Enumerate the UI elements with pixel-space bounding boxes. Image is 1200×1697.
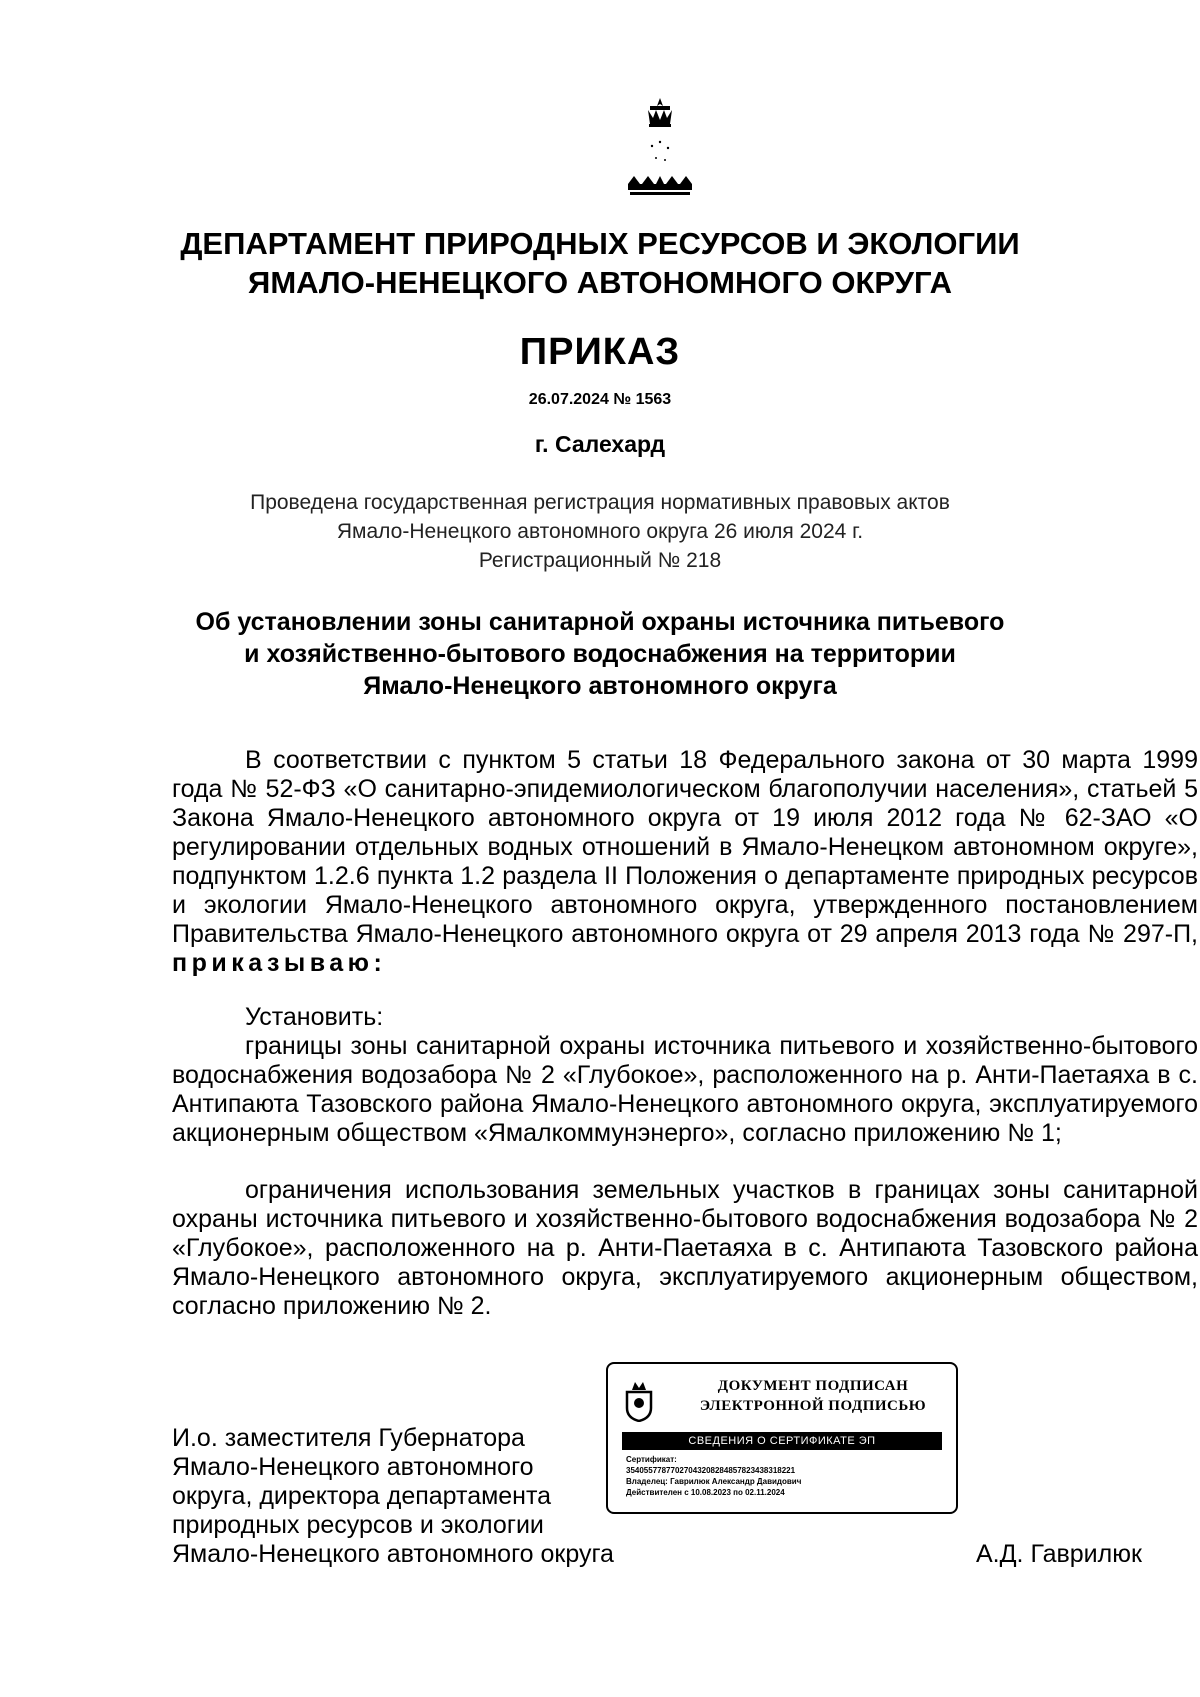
document-type: ПРИКАЗ — [519, 331, 681, 373]
order-title-line2: и хозяйственно-бытового водоснабжения на территории — [244, 640, 956, 668]
department-name-line1: ДЕПАРТАМЕНТ ПРИРОДНЫХ РЕСУРСОВ И ЭКОЛОГИИ — [180, 226, 1020, 261]
signatory-position-line: Ямало-Ненецкого автономного округа — [172, 1540, 614, 1568]
signatory-position — [172, 1424, 614, 1569]
cert-validity: Действителен с 10.08.2023 по 02.11.2024 — [626, 1488, 785, 1497]
department-name-line2: ЯМАЛО-НЕНЕЦКОГО АВТОНОМНОГО ОКРУГА — [248, 265, 952, 300]
stamp-certificate-bar: СВЕДЕНИЯ О СЕРТИФИКАТЕ ЭП — [622, 1432, 942, 1450]
coat-of-arms-icon — [620, 96, 700, 204]
signatory-name: А.Д. Гаврилюк — [976, 1540, 1142, 1568]
order-word: приказываю: — [172, 949, 387, 977]
signatory-position-line: природных ресурсов и экологии — [172, 1511, 544, 1539]
item-boundaries: границы зоны санитарной охраны источника питьевого и хозяйственно-бытового водоснабжения водозабора № 2 «Глубокое», расположенного на р. Анти-Паетаяха в с. Антипаюта Тазовского района Ямало-Ненецкого автономного округа, эксплуатируемого акционерным обществом «Ямалкоммунэнерго», согласно приложению № 1; — [172, 1032, 1198, 1147]
preamble-paragraph — [172, 746, 1198, 978]
registration-line3: Регистрационный № 218 — [478, 549, 722, 572]
electronic-signature-stamp — [606, 1362, 958, 1514]
preamble-text: В соответствии с пунктом 5 статьи 18 Федерального закона от 30 марта 1999 года № 52-ФЗ «О санитарно-эпидемиологическом благополучии населения», статьей 5 Закона Ямало-Ненецкого автономного округа от 19 июля 2012 года № 62-ЗАО «О регулировании отдельных водных отношений в Ямало-Ненецком автономном округе», подпунктом 1.2.6 пункта 1.2 раздела II Положения о департаменте природных ресурсов и экологии Ямало-Ненецкого автономного округа, утвержденного постановлением Правительства Ямало-Ненецкого автономного округа от 29 апреля 2013 года № 297-П, — [172, 746, 1198, 948]
registration-line1: Проведена государственная регистрация нормативных правовых актов — [250, 491, 950, 514]
cert-label: Сертификат: — [626, 1455, 677, 1464]
signatory-position-line: округа, директора департамента — [172, 1482, 552, 1510]
signatory-position-line: Ямало-Ненецкого автономного — [172, 1453, 534, 1481]
order-title-line3: Ямало-Ненецкого автономного округа — [363, 672, 837, 700]
stamp-title — [678, 1376, 948, 1416]
city: г. Салехард — [534, 431, 666, 457]
registration-line2: Ямало-Ненецкого автономного округа 26 июля 2024 г. — [336, 520, 864, 543]
emblem-icon — [624, 1378, 654, 1422]
cert-value: 354055778770270432082848578234383182​21 — [626, 1466, 796, 1475]
stamp-certificate-info — [626, 1454, 946, 1498]
establish-label: Установить: — [245, 1003, 384, 1031]
item-restrictions: ограничения использования земельных участков в границах зоны санитарной охраны источника питьевого и хозяйственно-бытового водоснабжения водозабора № 2 «Глубокое», расположенного на р. Анти-Паетаяха в с. Антипаюта Тазовского района Ямало-Ненецкого автономного округа, эксплуатируемого акционерным обществом, согласно приложению № 2. — [172, 1176, 1198, 1320]
cert-owner: Владелец: Гаврилюк Александр Давидович — [626, 1477, 802, 1486]
stamp-title-line2: ЭЛЕКТРОННОЙ ПОДПИСЬЮ — [699, 1398, 927, 1414]
date-number: 26.07.2024 № 1563 — [528, 391, 672, 408]
stamp-title-line1: ДОКУМЕНТ ПОДПИСАН — [717, 1378, 909, 1394]
order-title-line1: Об установлении зоны санитарной охраны источника питьевого — [195, 608, 1005, 636]
signatory-position-line: И.о. заместителя Губернатора — [172, 1424, 525, 1452]
